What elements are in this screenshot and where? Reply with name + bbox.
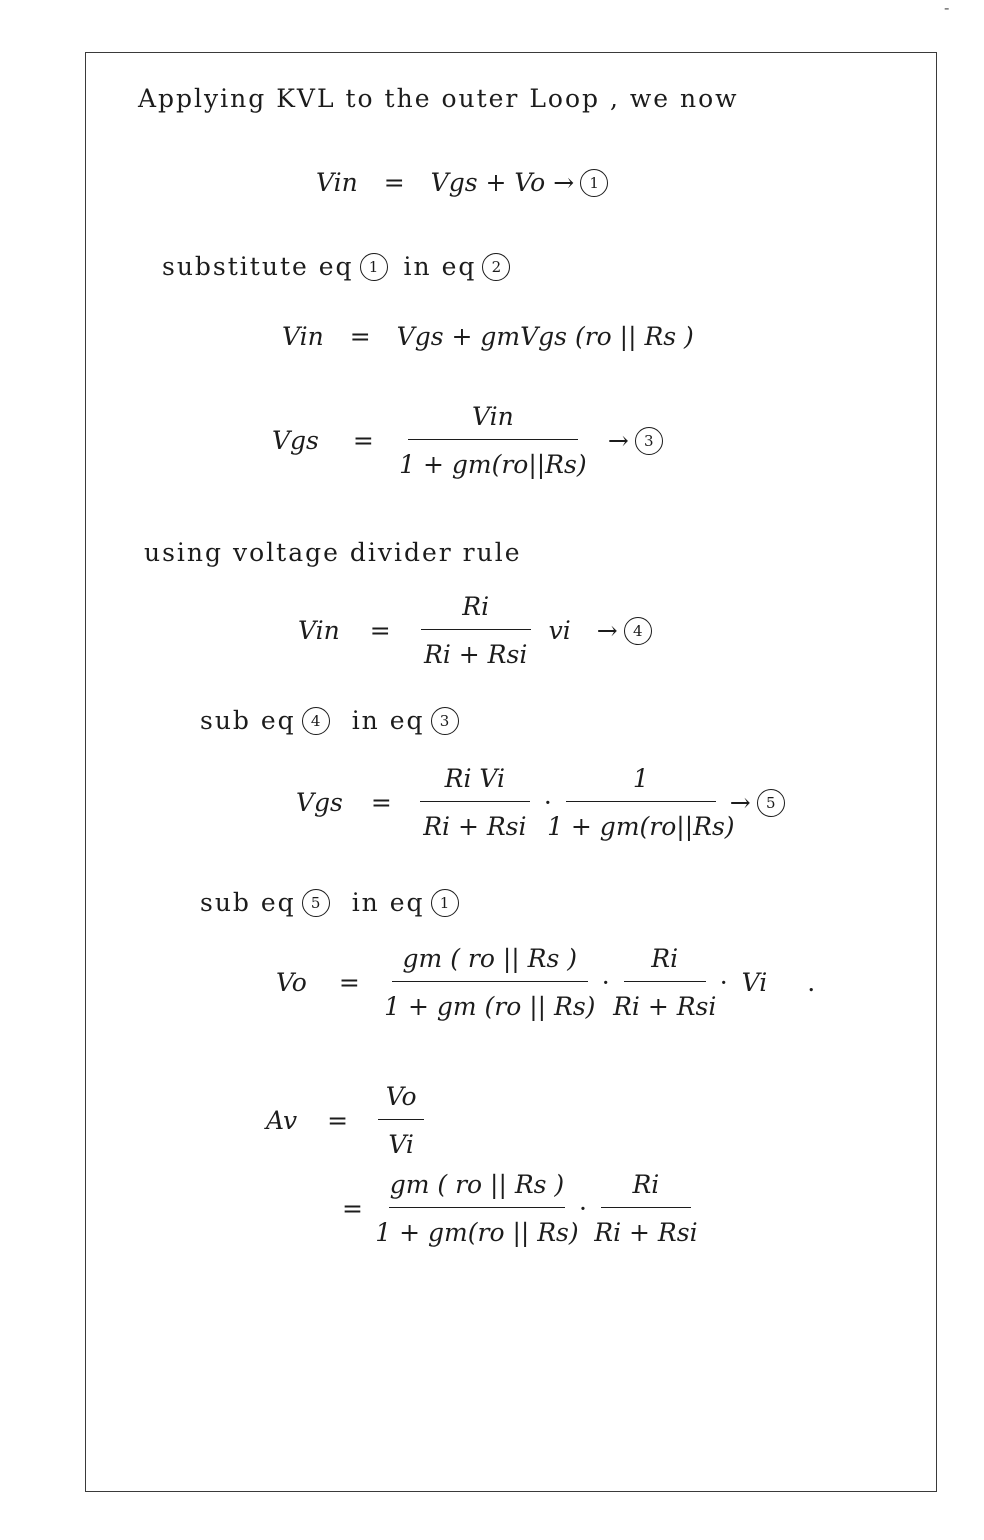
eq7-equals: = — [327, 1106, 349, 1135]
eq6-lhs: Vo — [276, 968, 307, 997]
arrow-icon: → — [553, 168, 575, 197]
eq2-rhs: Vgs + gmVgs (ro || Rs ) — [396, 322, 694, 351]
eq1-rhs: Vgs + Vo — [430, 168, 546, 197]
arrow-icon: → — [596, 616, 618, 645]
eq5-denominator-1: Ri + Rsi — [423, 812, 527, 841]
eq5-lhs: Vgs — [296, 788, 343, 817]
eq3-equals: = — [352, 426, 374, 455]
eq6-numerator-2: Ri — [651, 944, 679, 973]
substitute-line-2 — [200, 706, 459, 735]
eq8-fraction-2 — [594, 1170, 698, 1247]
substitute-line-1 — [162, 252, 510, 281]
equation-7 — [266, 1082, 424, 1159]
eq1-lhs: Vin — [316, 168, 358, 197]
eq6-denominator-1: 1 + gm (ro || Rs) — [384, 992, 596, 1021]
eq8-dot: · — [578, 1194, 587, 1223]
stray-mark: - — [944, 0, 950, 17]
arrow-icon: → — [607, 426, 629, 455]
eq3-tag: 3 — [635, 427, 663, 455]
eq1-tag: 1 — [580, 169, 608, 197]
eq4-numerator: Ri — [462, 592, 490, 621]
eq4-equals: = — [369, 616, 391, 645]
eq3-denominator: 1 + gm(ro||Rs) — [399, 450, 587, 479]
eq3-fraction — [399, 402, 587, 479]
eq5-fraction-2 — [547, 764, 735, 841]
eq3-numerator: Vin — [471, 402, 514, 431]
sub1-ref-b: 2 — [482, 253, 510, 281]
eq6-numerator-1: gm ( ro || Rs ) — [402, 944, 577, 973]
sub1-text: substitute eq — [162, 252, 354, 281]
sub3-text: sub eq — [200, 888, 296, 917]
eq6-factor: Vi — [741, 968, 768, 997]
intro-text: Applying KVL to the outer Loop , we now — [138, 84, 739, 113]
arrow-icon: → — [729, 788, 751, 817]
equation-5 — [296, 764, 785, 841]
eq8-denominator-2: Ri + Rsi — [594, 1218, 698, 1247]
eq2-lhs: Vin — [282, 322, 324, 351]
eq4-lhs: Vin — [298, 616, 340, 645]
eq5-denominator-2: 1 + gm(ro||Rs) — [547, 812, 735, 841]
eq8-numerator-1: gm ( ro || Rs ) — [389, 1170, 565, 1199]
eq7-numerator: Vo — [385, 1082, 417, 1111]
eq6-trail: . — [807, 968, 816, 997]
equation-6 — [276, 944, 815, 1021]
eq5-fraction-1 — [420, 764, 530, 841]
equation-1 — [316, 168, 608, 197]
substitute-line-3 — [200, 888, 459, 917]
sub2-ref-a: 4 — [302, 707, 330, 735]
eq1-equals: = — [383, 168, 405, 197]
eq5-tag: 5 — [757, 789, 785, 817]
eq5-dot: · — [543, 788, 552, 817]
equation-3 — [272, 402, 663, 479]
eq8-numerator-2: Ri — [632, 1170, 660, 1199]
sub3-ref-a: 5 — [302, 889, 330, 917]
sub1-ref-a: 1 — [360, 253, 388, 281]
sub3-ref-b: 1 — [431, 889, 459, 917]
eq4-factor: vi — [548, 616, 571, 645]
eq7-fraction — [378, 1082, 424, 1159]
eq4-denominator: Ri + Rsi — [424, 640, 528, 669]
eq7-denominator: Vi — [388, 1130, 414, 1159]
eq5-equals: = — [370, 788, 392, 817]
eq8-denominator-1: 1 + gm(ro || Rs) — [375, 1218, 579, 1247]
equation-8 — [342, 1170, 698, 1247]
eq2-equals: = — [349, 322, 371, 351]
equation-2 — [282, 322, 694, 351]
eq6-dot: · — [601, 968, 610, 997]
eq6-fraction-1 — [384, 944, 596, 1021]
eq4-fraction — [421, 592, 531, 669]
eq3-lhs: Vgs — [272, 426, 319, 455]
eq5-numerator-1: Ri Vi — [444, 764, 506, 793]
eq6-dot-2: · — [719, 968, 728, 997]
sub3-mid: in eq — [351, 888, 425, 917]
sub2-ref-b: 3 — [431, 707, 459, 735]
voltage-divider-text: using voltage divider rule — [144, 538, 522, 567]
eq4-tag: 4 — [624, 617, 652, 645]
eq8-equals: = — [342, 1194, 363, 1223]
sub2-text: sub eq — [200, 706, 296, 735]
eq6-fraction-2 — [613, 944, 717, 1021]
eq6-denominator-2: Ri + Rsi — [613, 992, 717, 1021]
equation-4 — [298, 592, 652, 669]
eq5-numerator-2: 1 — [632, 764, 649, 793]
eq7-lhs: Av — [266, 1106, 298, 1135]
eq8-fraction-1 — [375, 1170, 579, 1247]
sub2-mid: in eq — [351, 706, 425, 735]
sub1-mid: in eq — [403, 252, 477, 281]
eq6-equals: = — [338, 968, 360, 997]
